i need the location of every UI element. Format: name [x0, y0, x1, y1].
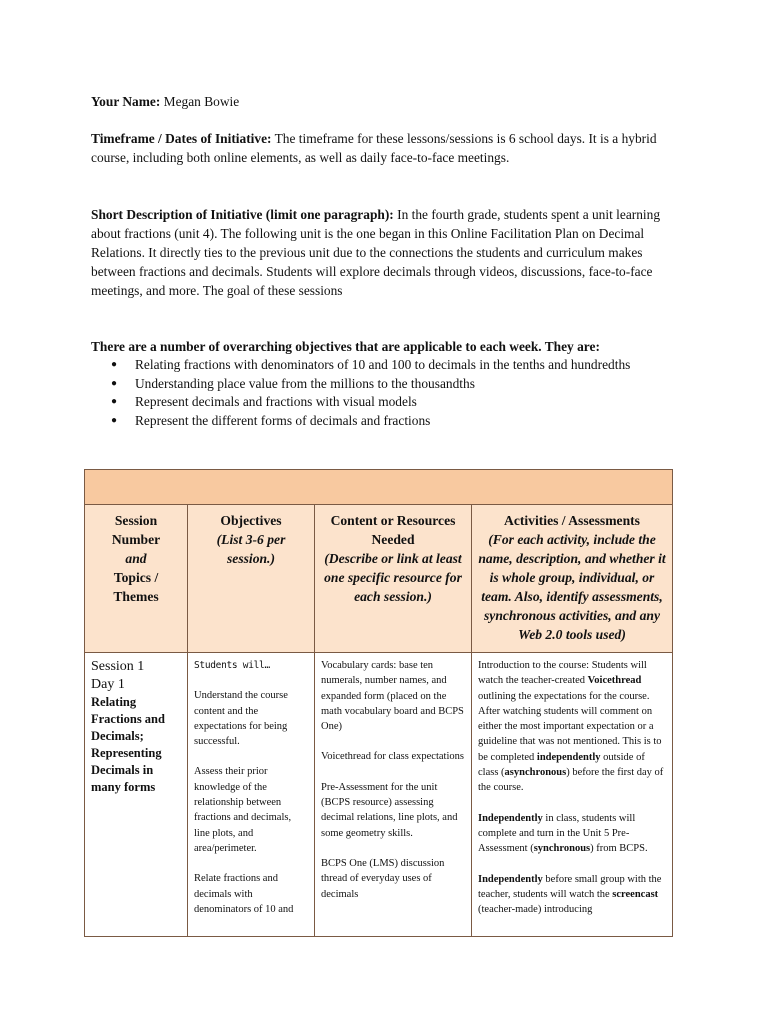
activity-entry: Independently in class, students will complete and turn in the Unit 5 Pre-Assessment (synchronous) from BCPS.: [478, 812, 648, 855]
resources-cell: [315, 653, 472, 937]
objectives-cell: [188, 653, 315, 937]
objectives-intro: Students will…: [194, 660, 270, 671]
resource-entry: BCPS One (LMS) discussion thread of everyday uses of decimals: [321, 857, 445, 900]
objective-entry: Relate fractions and decimals with denominators of 10 and: [194, 873, 294, 915]
description-paragraph: [91, 205, 681, 300]
resource-entry: Voicethread for class expectations: [321, 751, 464, 763]
table-title-band: [85, 470, 673, 505]
objective-entry: Understand the course content and the expectations for being successful.: [194, 690, 288, 748]
objective-item: ● Relating fractions with denominators of 10 and 100 to decimals in the tenths and hundredths: [109, 356, 630, 375]
activities-cell: [472, 653, 673, 937]
timeframe-paragraph: [91, 129, 681, 167]
activity-entry: Independently before small group with the teacher, students will watch the screencast (teacher-made) introducing: [478, 873, 662, 916]
header-resources: Content or Resources Needed (Describe or link at least one specific resource for each session.): [315, 505, 472, 653]
description-text: In the fourth grade, students spent a unit learning about fractions (unit 4). The following unit is the one began in this Online Facilitation Plan on Decimal Relations. It directly ties to the previous unit due to the connections the students and curriculum makes between fractions and decimals. Students will explore decimals through videos, discussions, face-to-face meetings, and more. The goal of these sessions: [91, 207, 661, 298]
objective-item: ● Understanding place value from the millions to the thousandths: [109, 375, 630, 394]
resource-entry: Vocabulary cards: base ten numerals, number names, and expanded form (placed on the math vocabulary board and BCPS One): [321, 660, 464, 733]
header-objectives: Objectives (List 3-6 per session.): [188, 505, 315, 653]
description-label: Short Description of Initiative (limit one paragraph):: [91, 207, 394, 222]
objective-item: ● Represent decimals and fractions with visual models: [109, 393, 630, 412]
session-cell: [85, 653, 188, 937]
session-day: Day 1: [91, 677, 125, 692]
facilitation-plan-table: [84, 469, 673, 937]
session-topic: Relating Fractions and Decimals; Representing Decimals in many forms: [91, 695, 165, 794]
activity-entry: Introduction to the course: Students will watch the teacher-created Voicethread outlining the expectations for the course. After watching students will comment on either the most important expectation or a guideline that was not mentioned. This is to be completed independently outside of class (asynchronous) before the first day of the course.: [478, 660, 664, 794]
objectives-list: [109, 356, 630, 430]
header-session: Session Number and Topics / Themes: [85, 505, 188, 653]
name-label: Your Name:: [91, 94, 161, 109]
objective-item: ● Represent the different forms of decimals and fractions: [109, 412, 630, 431]
timeframe-text: The timeframe for these lessons/sessions is 6 school days. It is a hybrid course, including both online elements, as well as daily face-to-face meetings.: [91, 131, 657, 165]
header-activities: Activities / Assessments (For each activity, include the name, description, and whether it is whole group, individual, or team. Also, identify assessments, synchronous activities, and any Web 2.0 tools used): [472, 505, 673, 653]
session-number: Session 1: [91, 659, 145, 674]
table-header-row: [85, 505, 673, 653]
objectives-heading: There are a number of overarching objectives that are applicable to each week. They are:: [91, 339, 600, 354]
name-value: Megan Bowie: [163, 94, 240, 109]
resource-entry: Pre-Assessment for the unit (BCPS resource) assessing decimal relations, line plots, and some geometry skills.: [321, 781, 458, 839]
objective-entry: Assess their prior knowledge of the relationship between fractions and decimals, line plots, and area/perimeter.: [194, 766, 292, 854]
your-name-line: [91, 92, 239, 111]
timeframe-label: Timeframe / Dates of Initiative:: [91, 131, 272, 146]
table-row: [85, 653, 673, 937]
